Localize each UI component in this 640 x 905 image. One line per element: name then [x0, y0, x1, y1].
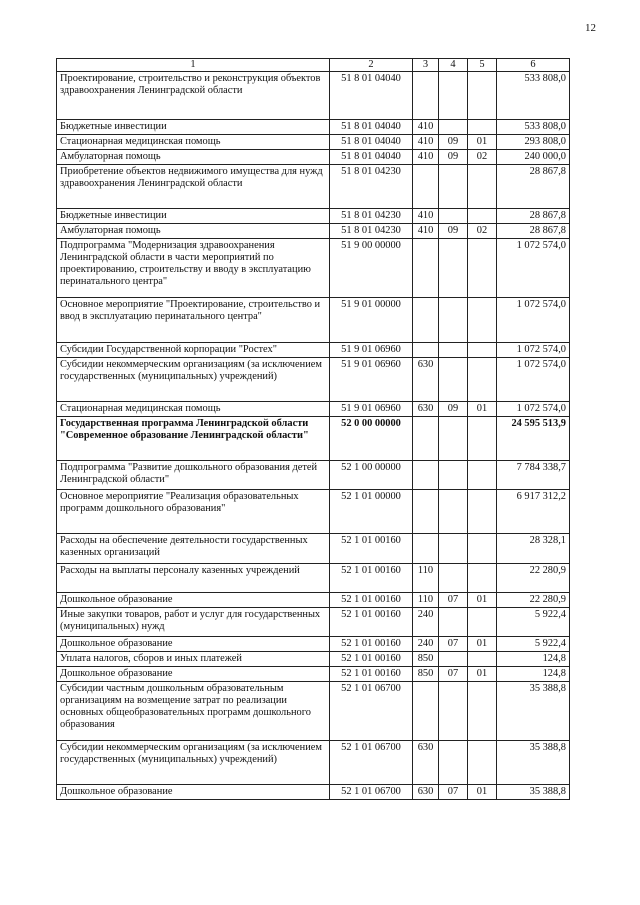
row-subsection-cell: 02	[468, 224, 497, 239]
row-amount-cell: 1 072 574,0	[497, 298, 570, 343]
page-number: 12	[585, 22, 596, 34]
table-row	[57, 135, 570, 150]
row-section-cell	[439, 741, 468, 785]
row-section-cell: 07	[439, 593, 468, 608]
row-expense-type-cell: 630	[413, 402, 439, 417]
row-section-cell	[439, 298, 468, 343]
row-name-cell: Расходы на выплаты персоналу казенных учреждений	[57, 564, 330, 593]
row-section-cell: 09	[439, 224, 468, 239]
row-code-cell: 52 1 01 00160	[330, 534, 413, 564]
row-subsection-cell: 01	[468, 667, 497, 682]
table-row	[57, 785, 570, 800]
row-expense-type-cell	[413, 72, 439, 120]
row-amount-cell: 124,8	[497, 667, 570, 682]
row-section-cell	[439, 120, 468, 135]
row-expense-type-cell: 110	[413, 593, 439, 608]
row-amount-cell: 22 280,9	[497, 593, 570, 608]
row-amount-cell: 28 867,8	[497, 224, 570, 239]
row-expense-type-cell: 110	[413, 564, 439, 593]
row-code-cell: 51 9 01 06960	[330, 402, 413, 417]
table-row	[57, 593, 570, 608]
row-expense-type-cell	[413, 343, 439, 358]
row-name-cell: Стационарная медицинская помощь	[57, 402, 330, 417]
row-subsection-cell: 01	[468, 402, 497, 417]
row-amount-cell: 1 072 574,0	[497, 239, 570, 298]
row-code-cell: 51 9 01 00000	[330, 298, 413, 343]
row-expense-type-cell: 410	[413, 135, 439, 150]
row-amount-cell: 533 808,0	[497, 120, 570, 135]
table-row	[57, 682, 570, 741]
row-subsection-cell	[468, 209, 497, 224]
row-name-cell: Подпрограмма "Модернизация здравоохранения Ленинградской области в части мероприятий по проектированию, строительству и вводу в эксплуатацию перинатального центра"	[57, 239, 330, 298]
row-name-cell: Субсидии частным дошкольным образовательным организациям на возмещение затрат по реализации основных общеобразовательных программ дошкольного образования	[57, 682, 330, 741]
row-amount-cell: 1 072 574,0	[497, 343, 570, 358]
row-subsection-cell	[468, 608, 497, 637]
row-section-cell: 09	[439, 135, 468, 150]
row-amount-cell: 6 917 312,2	[497, 490, 570, 534]
row-subsection-cell: 01	[468, 637, 497, 652]
table-row	[57, 667, 570, 682]
row-expense-type-cell: 410	[413, 224, 439, 239]
row-subsection-cell	[468, 417, 497, 461]
row-expense-type-cell: 630	[413, 741, 439, 785]
row-section-cell	[439, 652, 468, 667]
row-amount-cell: 124,8	[497, 652, 570, 667]
table-row	[57, 343, 570, 358]
row-section-cell: 07	[439, 637, 468, 652]
row-section-cell	[439, 534, 468, 564]
row-expense-type-cell: 630	[413, 358, 439, 402]
row-amount-cell: 28 867,8	[497, 209, 570, 224]
row-section-cell	[439, 682, 468, 741]
column-header-2: 2	[330, 59, 413, 72]
row-code-cell: 51 9 00 00000	[330, 239, 413, 298]
row-name-cell: Подпрограмма "Развитие дошкольного образования детей Ленинградской области"	[57, 461, 330, 490]
column-header-3: 3	[413, 59, 439, 72]
row-code-cell: 52 1 01 06700	[330, 785, 413, 800]
row-section-cell	[439, 417, 468, 461]
row-amount-cell: 35 388,8	[497, 785, 570, 800]
row-code-cell: 51 9 01 06960	[330, 343, 413, 358]
row-section-cell: 07	[439, 785, 468, 800]
row-name-cell: Бюджетные инвестиции	[57, 209, 330, 224]
row-expense-type-cell: 410	[413, 120, 439, 135]
row-name-cell: Приобретение объектов недвижимого имущества для нужд здравоохранения Ленинградской области	[57, 165, 330, 209]
row-subsection-cell	[468, 652, 497, 667]
table-row	[57, 298, 570, 343]
row-expense-type-cell: 410	[413, 150, 439, 165]
row-amount-cell: 35 388,8	[497, 741, 570, 785]
row-name-cell: Стационарная медицинская помощь	[57, 135, 330, 150]
row-amount-cell: 1 072 574,0	[497, 358, 570, 402]
column-header-6: 6	[497, 59, 570, 72]
row-expense-type-cell: 240	[413, 637, 439, 652]
row-name-cell: Дошкольное образование	[57, 593, 330, 608]
row-code-cell: 51 8 01 04040	[330, 72, 413, 120]
row-code-cell: 52 1 01 00160	[330, 564, 413, 593]
table-row	[57, 564, 570, 593]
row-expense-type-cell	[413, 417, 439, 461]
row-section-cell	[439, 239, 468, 298]
row-expense-type-cell	[413, 165, 439, 209]
row-expense-type-cell	[413, 682, 439, 741]
row-section-cell: 07	[439, 667, 468, 682]
row-code-cell: 52 1 01 00160	[330, 652, 413, 667]
row-name-cell: Субсидии некоммерческим организациям (за исключением государственных (муниципальных) учреждений)	[57, 741, 330, 785]
row-amount-cell: 28 328,1	[497, 534, 570, 564]
row-code-cell: 51 8 01 04230	[330, 209, 413, 224]
row-code-cell: 52 1 01 00160	[330, 667, 413, 682]
table-row	[57, 637, 570, 652]
row-name-cell: Иные закупки товаров, работ и услуг для государственных (муниципальных) нужд	[57, 608, 330, 637]
table-row	[57, 209, 570, 224]
row-name-cell: Амбулаторная помощь	[57, 224, 330, 239]
row-code-cell: 51 8 01 04040	[330, 135, 413, 150]
row-expense-type-cell	[413, 239, 439, 298]
row-section-cell	[439, 608, 468, 637]
row-name-cell: Проектирование, строительство и реконструкция объектов здравоохранения Ленинградской области	[57, 72, 330, 120]
row-amount-cell: 293 808,0	[497, 135, 570, 150]
row-code-cell: 52 1 01 00160	[330, 593, 413, 608]
table-header-row	[57, 59, 570, 72]
row-code-cell: 52 0 00 00000	[330, 417, 413, 461]
row-name-cell: Уплата налогов, сборов и иных платежей	[57, 652, 330, 667]
row-expense-type-cell: 850	[413, 667, 439, 682]
table-row	[57, 165, 570, 209]
row-section-cell: 09	[439, 402, 468, 417]
column-header-4: 4	[439, 59, 468, 72]
row-section-cell: 09	[439, 150, 468, 165]
row-subsection-cell	[468, 461, 497, 490]
row-subsection-cell	[468, 120, 497, 135]
row-name-cell: Расходы на обеспечение деятельности государственных казенных организаций	[57, 534, 330, 564]
row-amount-cell: 1 072 574,0	[497, 402, 570, 417]
row-section-cell	[439, 343, 468, 358]
row-code-cell: 52 1 00 00000	[330, 461, 413, 490]
table-row	[57, 150, 570, 165]
row-subsection-cell	[468, 534, 497, 564]
row-name-cell: Дошкольное образование	[57, 637, 330, 652]
row-code-cell: 51 8 01 04230	[330, 224, 413, 239]
row-subsection-cell	[468, 682, 497, 741]
row-code-cell: 52 1 01 00160	[330, 637, 413, 652]
row-subsection-cell	[468, 239, 497, 298]
row-expense-type-cell	[413, 534, 439, 564]
table-row	[57, 402, 570, 417]
row-expense-type-cell: 630	[413, 785, 439, 800]
row-name-cell: Основное мероприятие "Реализация образовательных программ дошкольного образования"	[57, 490, 330, 534]
row-expense-type-cell: 850	[413, 652, 439, 667]
table-row	[57, 224, 570, 239]
row-code-cell: 51 8 01 04230	[330, 165, 413, 209]
row-subsection-cell	[468, 490, 497, 534]
row-name-cell: Дошкольное образование	[57, 785, 330, 800]
row-name-cell: Субсидии Государственной корпорации "Ростех"	[57, 343, 330, 358]
table-body	[57, 72, 570, 800]
row-name-cell: Бюджетные инвестиции	[57, 120, 330, 135]
row-amount-cell: 533 808,0	[497, 72, 570, 120]
table-row	[57, 239, 570, 298]
row-name-cell: Амбулаторная помощь	[57, 150, 330, 165]
row-expense-type-cell	[413, 490, 439, 534]
row-section-cell	[439, 209, 468, 224]
row-section-cell	[439, 358, 468, 402]
table-row	[57, 652, 570, 667]
table-row	[57, 461, 570, 490]
table-row	[57, 72, 570, 120]
row-amount-cell: 240 000,0	[497, 150, 570, 165]
table-row	[57, 490, 570, 534]
budget-table	[56, 58, 570, 800]
row-amount-cell: 28 867,8	[497, 165, 570, 209]
row-subsection-cell	[468, 343, 497, 358]
column-header-1: 1	[57, 59, 330, 72]
row-code-cell: 52 1 01 00000	[330, 490, 413, 534]
table-row	[57, 417, 570, 461]
row-amount-cell: 24 595 513,9	[497, 417, 570, 461]
row-section-cell	[439, 461, 468, 490]
row-amount-cell: 35 388,8	[497, 682, 570, 741]
row-name-cell: Государственная программа Ленинградской области "Современное образование Ленинградской области"	[57, 417, 330, 461]
row-expense-type-cell: 240	[413, 608, 439, 637]
row-subsection-cell	[468, 358, 497, 402]
row-amount-cell: 5 922,4	[497, 608, 570, 637]
row-subsection-cell	[468, 72, 497, 120]
row-subsection-cell: 01	[468, 135, 497, 150]
row-code-cell: 52 1 01 06700	[330, 682, 413, 741]
table-row	[57, 534, 570, 564]
row-subsection-cell: 01	[468, 593, 497, 608]
table-row	[57, 608, 570, 637]
row-section-cell	[439, 564, 468, 593]
row-section-cell	[439, 490, 468, 534]
row-subsection-cell	[468, 741, 497, 785]
row-name-cell: Субсидии некоммерческим организациям (за исключением государственных (муниципальных) учреждений)	[57, 358, 330, 402]
row-subsection-cell: 01	[468, 785, 497, 800]
row-subsection-cell	[468, 564, 497, 593]
row-amount-cell: 5 922,4	[497, 637, 570, 652]
row-subsection-cell: 02	[468, 150, 497, 165]
row-expense-type-cell	[413, 461, 439, 490]
row-amount-cell: 22 280,9	[497, 564, 570, 593]
row-code-cell: 52 1 01 06700	[330, 741, 413, 785]
row-section-cell	[439, 72, 468, 120]
row-code-cell: 52 1 01 00160	[330, 608, 413, 637]
table-row	[57, 741, 570, 785]
table-row	[57, 358, 570, 402]
column-header-5: 5	[468, 59, 497, 72]
row-amount-cell: 7 784 338,7	[497, 461, 570, 490]
row-code-cell: 51 9 01 06960	[330, 358, 413, 402]
row-section-cell	[439, 165, 468, 209]
row-expense-type-cell: 410	[413, 209, 439, 224]
row-code-cell: 51 8 01 04040	[330, 150, 413, 165]
row-subsection-cell	[468, 298, 497, 343]
row-code-cell: 51 8 01 04040	[330, 120, 413, 135]
row-name-cell: Основное мероприятие "Проектирование, строительство и ввод в эксплуатацию перинатального центра"	[57, 298, 330, 343]
table-row	[57, 120, 570, 135]
row-subsection-cell	[468, 165, 497, 209]
row-expense-type-cell	[413, 298, 439, 343]
row-name-cell: Дошкольное образование	[57, 667, 330, 682]
